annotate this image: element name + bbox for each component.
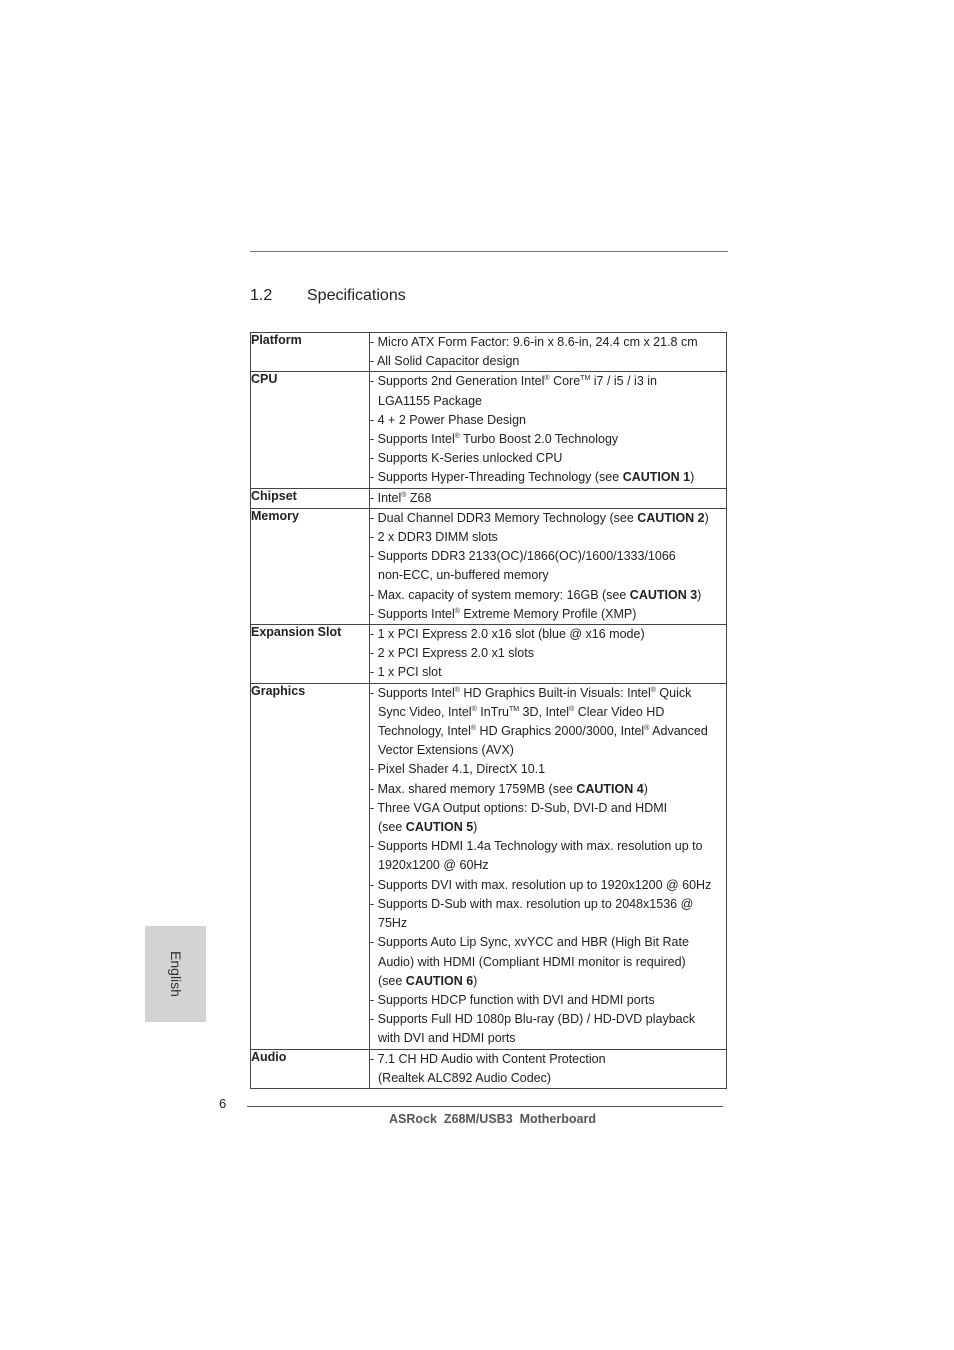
spec-line: - 4 + 2 Power Phase Design: [370, 412, 526, 427]
registered-mark: ®: [644, 725, 650, 733]
spec-line: - Supports DDR3 2133(OC)/1866(OC)/1600/1333/1066: [370, 549, 676, 564]
spec-line: - Pixel Shader 4.1, DirectX 10.1: [370, 762, 546, 777]
spec-row-chipset: [251, 488, 727, 508]
spec-line: - 7.1 CH HD Audio with Content Protection: [370, 1051, 606, 1066]
registered-mark: ®: [454, 433, 460, 441]
trademark-mark: TM: [508, 705, 520, 713]
text-run: Clear Video HD: [574, 704, 665, 719]
trademark-mark: TM: [580, 375, 591, 383]
text-run: Quick: [655, 685, 692, 700]
text-run: Turbo Boost 2.0 Technology: [459, 432, 619, 447]
spec-label: Memory: [251, 508, 370, 624]
spec-line: - 1 x PCI slot: [370, 665, 442, 680]
page-number: 6: [219, 1096, 227, 1111]
top-divider: [250, 251, 728, 252]
text-run: - Intel: [370, 490, 402, 505]
caution-ref: CAUTION 2: [637, 510, 705, 525]
text-run: (see: [378, 820, 406, 835]
text-run: 3D, Intel: [519, 704, 570, 719]
spec-line: - 2 x DDR3 DIMM slots: [370, 530, 498, 545]
spec-line: 75Hz: [378, 916, 408, 931]
text-run: - Supports Hyper-Threading Technology (see: [370, 470, 623, 485]
section-title: Specifications: [307, 287, 406, 304]
text-run: ): [697, 587, 702, 602]
text-run: Sync Video, Intel: [378, 704, 472, 719]
spec-value: [370, 683, 727, 1049]
text-run: HD Graphics 2000/3000, Intel: [476, 724, 645, 739]
text-run: Advanced: [649, 724, 708, 739]
footer-product-name: ASRock Z68M/USB3 Motherboard: [389, 1112, 596, 1126]
registered-mark: ®: [650, 686, 656, 694]
text-run: ): [690, 470, 695, 485]
spec-line: [370, 468, 726, 487]
text-run: ): [473, 973, 478, 988]
spec-line: [370, 586, 726, 605]
text-run: HD Graphics Built-in Visuals: Intel: [459, 685, 651, 700]
spec-line: Vector Extensions (AVX): [378, 743, 514, 758]
spec-row-graphics: [251, 683, 727, 1049]
spec-value: [370, 488, 727, 508]
text-run: Technology, Intel: [378, 724, 471, 739]
text-run: - Max. capacity of system memory: 16GB (see: [370, 587, 630, 602]
caution-ref: CAUTION 6: [405, 973, 474, 988]
spec-line: [370, 684, 726, 703]
spec-value: [370, 508, 727, 624]
spec-line: - All Solid Capacitor design: [370, 354, 520, 369]
spec-line: - Supports D-Sub with max. resolution up to 2048x1536 @: [370, 896, 694, 911]
spec-value: [370, 1049, 727, 1088]
spec-line: LGA1155 Package: [378, 393, 483, 408]
spec-line: - 2 x PCI Express 2.0 x1 slots: [370, 646, 534, 661]
spec-line: - Supports K-Series unlocked CPU: [370, 451, 563, 466]
spec-row-audio: [251, 1049, 727, 1088]
spec-line: [370, 489, 726, 508]
text-run: i7 / i5 / i3 in: [590, 374, 657, 389]
spec-line: Audio) with HDMI (Compliant HDMI monitor is required): [378, 954, 686, 969]
spec-line: - Supports DVI with max. resolution up to 1920x1200 @ 60Hz: [370, 877, 712, 892]
spec-line: - Supports Auto Lip Sync, xvYCC and HBR (High Bit Rate: [370, 935, 689, 950]
spec-line: - Supports Full HD 1080p Blu-ray (BD) / HD-DVD playback: [370, 1012, 696, 1027]
spec-line: (Realtek ALC892 Audio Codec): [378, 1070, 552, 1085]
spec-line: [370, 605, 726, 624]
spec-line: [370, 780, 726, 799]
registered-mark: ®: [470, 725, 477, 733]
spec-value: [370, 372, 727, 488]
text-run: - Supports Intel: [370, 606, 455, 621]
caution-ref: CAUTION 3: [629, 587, 698, 602]
spec-line: [370, 430, 726, 449]
registered-mark: ®: [401, 491, 407, 499]
text-run: ): [473, 820, 478, 835]
registered-mark: ®: [569, 705, 575, 713]
text-run: - Supports Intel: [370, 432, 455, 447]
section-number: 1.2: [250, 287, 273, 304]
spec-row-memory: [251, 508, 727, 624]
language-label: English: [167, 951, 184, 997]
language-side-tab: [145, 926, 206, 1022]
spec-line: [370, 509, 726, 528]
spec-value: [370, 625, 727, 684]
spec-line: [370, 372, 726, 391]
spec-row-expansion-slot: [251, 625, 727, 684]
spec-label: CPU: [251, 372, 370, 488]
text-run: ): [643, 781, 648, 796]
spec-label: Chipset: [251, 488, 370, 508]
specifications-table: [250, 332, 727, 1089]
spec-line: - 1 x PCI Express 2.0 x16 slot (blue @ x16 mode): [370, 627, 645, 642]
text-run: - Supports Intel: [370, 685, 455, 700]
text-run: InTru: [476, 704, 509, 719]
spec-line: - Supports HDMI 1.4a Technology with max. resolution up to: [370, 839, 703, 854]
footer-divider: [247, 1106, 723, 1107]
spec-line: [370, 703, 726, 722]
spec-line: 1920x1200 @ 60Hz: [378, 858, 489, 873]
spec-line: [370, 972, 726, 991]
caution-ref: CAUTION 1: [622, 470, 691, 485]
spec-line: - Supports HDCP function with DVI and HDMI ports: [370, 992, 655, 1007]
spec-line: [370, 722, 726, 741]
text-run: Extreme Memory Profile (XMP): [459, 606, 637, 621]
spec-value: [370, 333, 727, 372]
spec-line: [370, 818, 726, 837]
caution-ref: CAUTION 4: [576, 781, 644, 796]
spec-label: Audio: [251, 1049, 370, 1088]
registered-mark: ®: [454, 607, 460, 615]
text-run: - Dual Channel DDR3 Memory Technology (see: [370, 510, 638, 525]
text-run: - Supports 2nd Generation Intel: [370, 374, 545, 389]
spec-line: non-ECC, un-buffered memory: [378, 568, 549, 583]
registered-mark: ®: [454, 686, 460, 694]
registered-mark: ®: [471, 705, 477, 713]
text-run: Core: [549, 374, 581, 389]
spec-label: Platform: [251, 333, 370, 372]
spec-row-platform: [251, 333, 727, 372]
caution-ref: CAUTION 5: [405, 820, 474, 835]
section-heading: [250, 287, 406, 305]
spec-label: Expansion Slot: [251, 625, 370, 684]
text-run: Z68: [406, 490, 432, 505]
spec-line: with DVI and HDMI ports: [378, 1031, 516, 1046]
spec-line: - Micro ATX Form Factor: 9.6-in x 8.6-in, 24.4 cm x 21.8 cm: [370, 335, 698, 349]
text-run: (see: [378, 973, 406, 988]
spec-row-cpu: [251, 372, 727, 488]
registered-mark: ®: [544, 375, 550, 383]
spec-line: - Three VGA Output options: D-Sub, DVI-D and HDMI: [370, 800, 668, 815]
text-run: ): [704, 510, 709, 525]
text-run: - Max. shared memory 1759MB (see: [370, 781, 577, 796]
spec-label: Graphics: [251, 683, 370, 1049]
